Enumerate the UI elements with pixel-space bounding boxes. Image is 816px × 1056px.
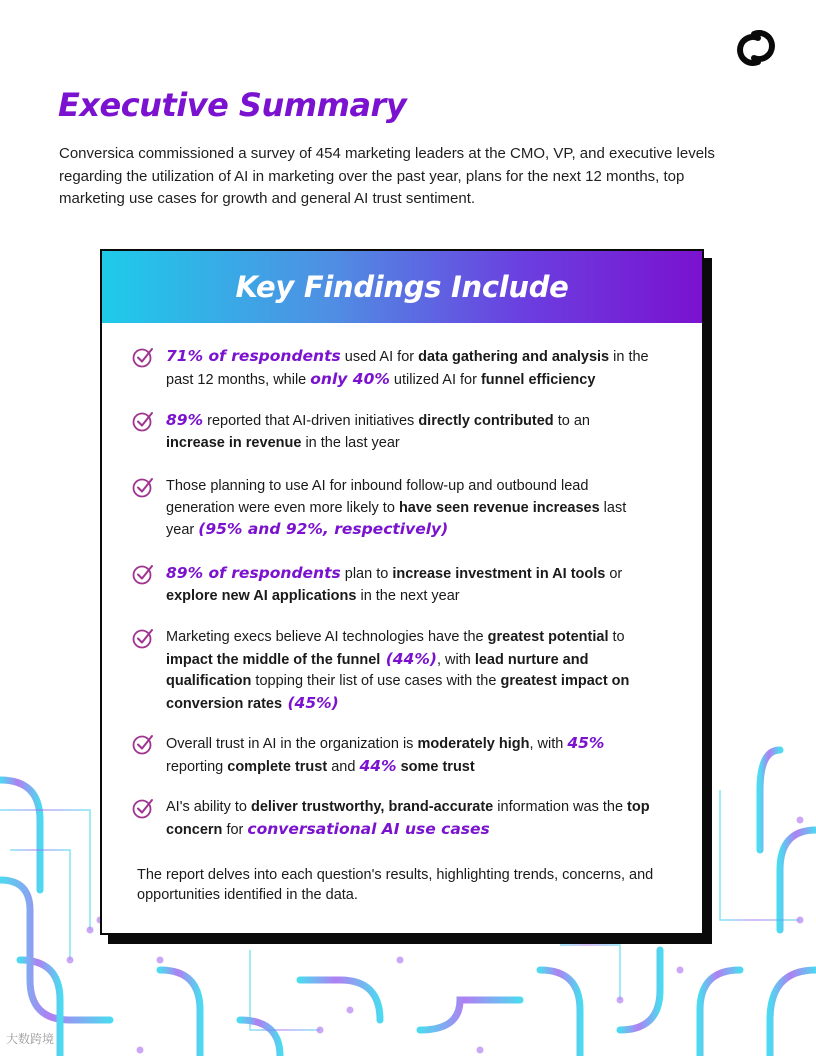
finding-text: 71% of respondents used AI for data gathering and analysis in the past 12 months, while only 40% utilized AI for funnel efficiency [166,347,649,388]
finding-item [132,627,652,715]
finding-text: 89% of respondents plan to increase investment in AI tools or explore new AI applications in the next year [166,564,623,604]
check-circle-icon [132,410,154,432]
check-circle-icon [132,563,154,585]
finding-item [132,733,652,778]
card-header [102,251,702,323]
finding-item [132,410,652,454]
intro-paragraph: Conversica commissioned a survey of 454 marketing leaders at the CMO, VP, and executive levels regarding the utilization of AI in marketing over the past year, plans for the next 12 months, top marketing use cases for growth and general AI trust sentiment. [59,145,715,207]
check-circle-icon [132,476,154,498]
card-footer-text: The report delves into each question's results, highlighting trends, concerns, and opportunities identified in the data. [137,867,654,903]
finding-item [132,476,652,542]
finding-text: 89% reported that AI-driven initiatives directly contributed to an increase in revenue in the last year [166,411,590,451]
key-findings-card [100,249,704,935]
card-heading: Key Findings Include [235,270,569,304]
conversica-logo-icon [728,24,784,72]
finding-item [132,346,652,391]
finding-text: AI's ability to deliver trustworthy, brand-accurate information was the top concern for conversational AI use cases [166,799,650,838]
check-circle-icon [132,346,154,368]
watermark: 大数跨境 [6,1032,55,1046]
check-circle-icon [132,627,154,649]
finding-item [132,563,652,607]
finding-text: Overall trust in AI in the organization is moderately high, with 45% reporting complete trust and 44% some trust [166,734,605,775]
finding-text: Marketing execs believe AI technologies have the greatest potential to impact the middle of the funnel (44%), with lead nurture and qualification topping their list of use cases with the greatest impact on conversion rates (45%) [166,629,630,712]
check-circle-icon [132,733,154,755]
finding-text: Those planning to use AI for inbound follow-up and outbound lead generation were even more likely to have seen revenue increases last year (95% and 92%, respectively) [166,478,627,538]
check-circle-icon [132,797,154,819]
page-title: Executive Summary [58,86,407,124]
finding-item [132,797,652,841]
